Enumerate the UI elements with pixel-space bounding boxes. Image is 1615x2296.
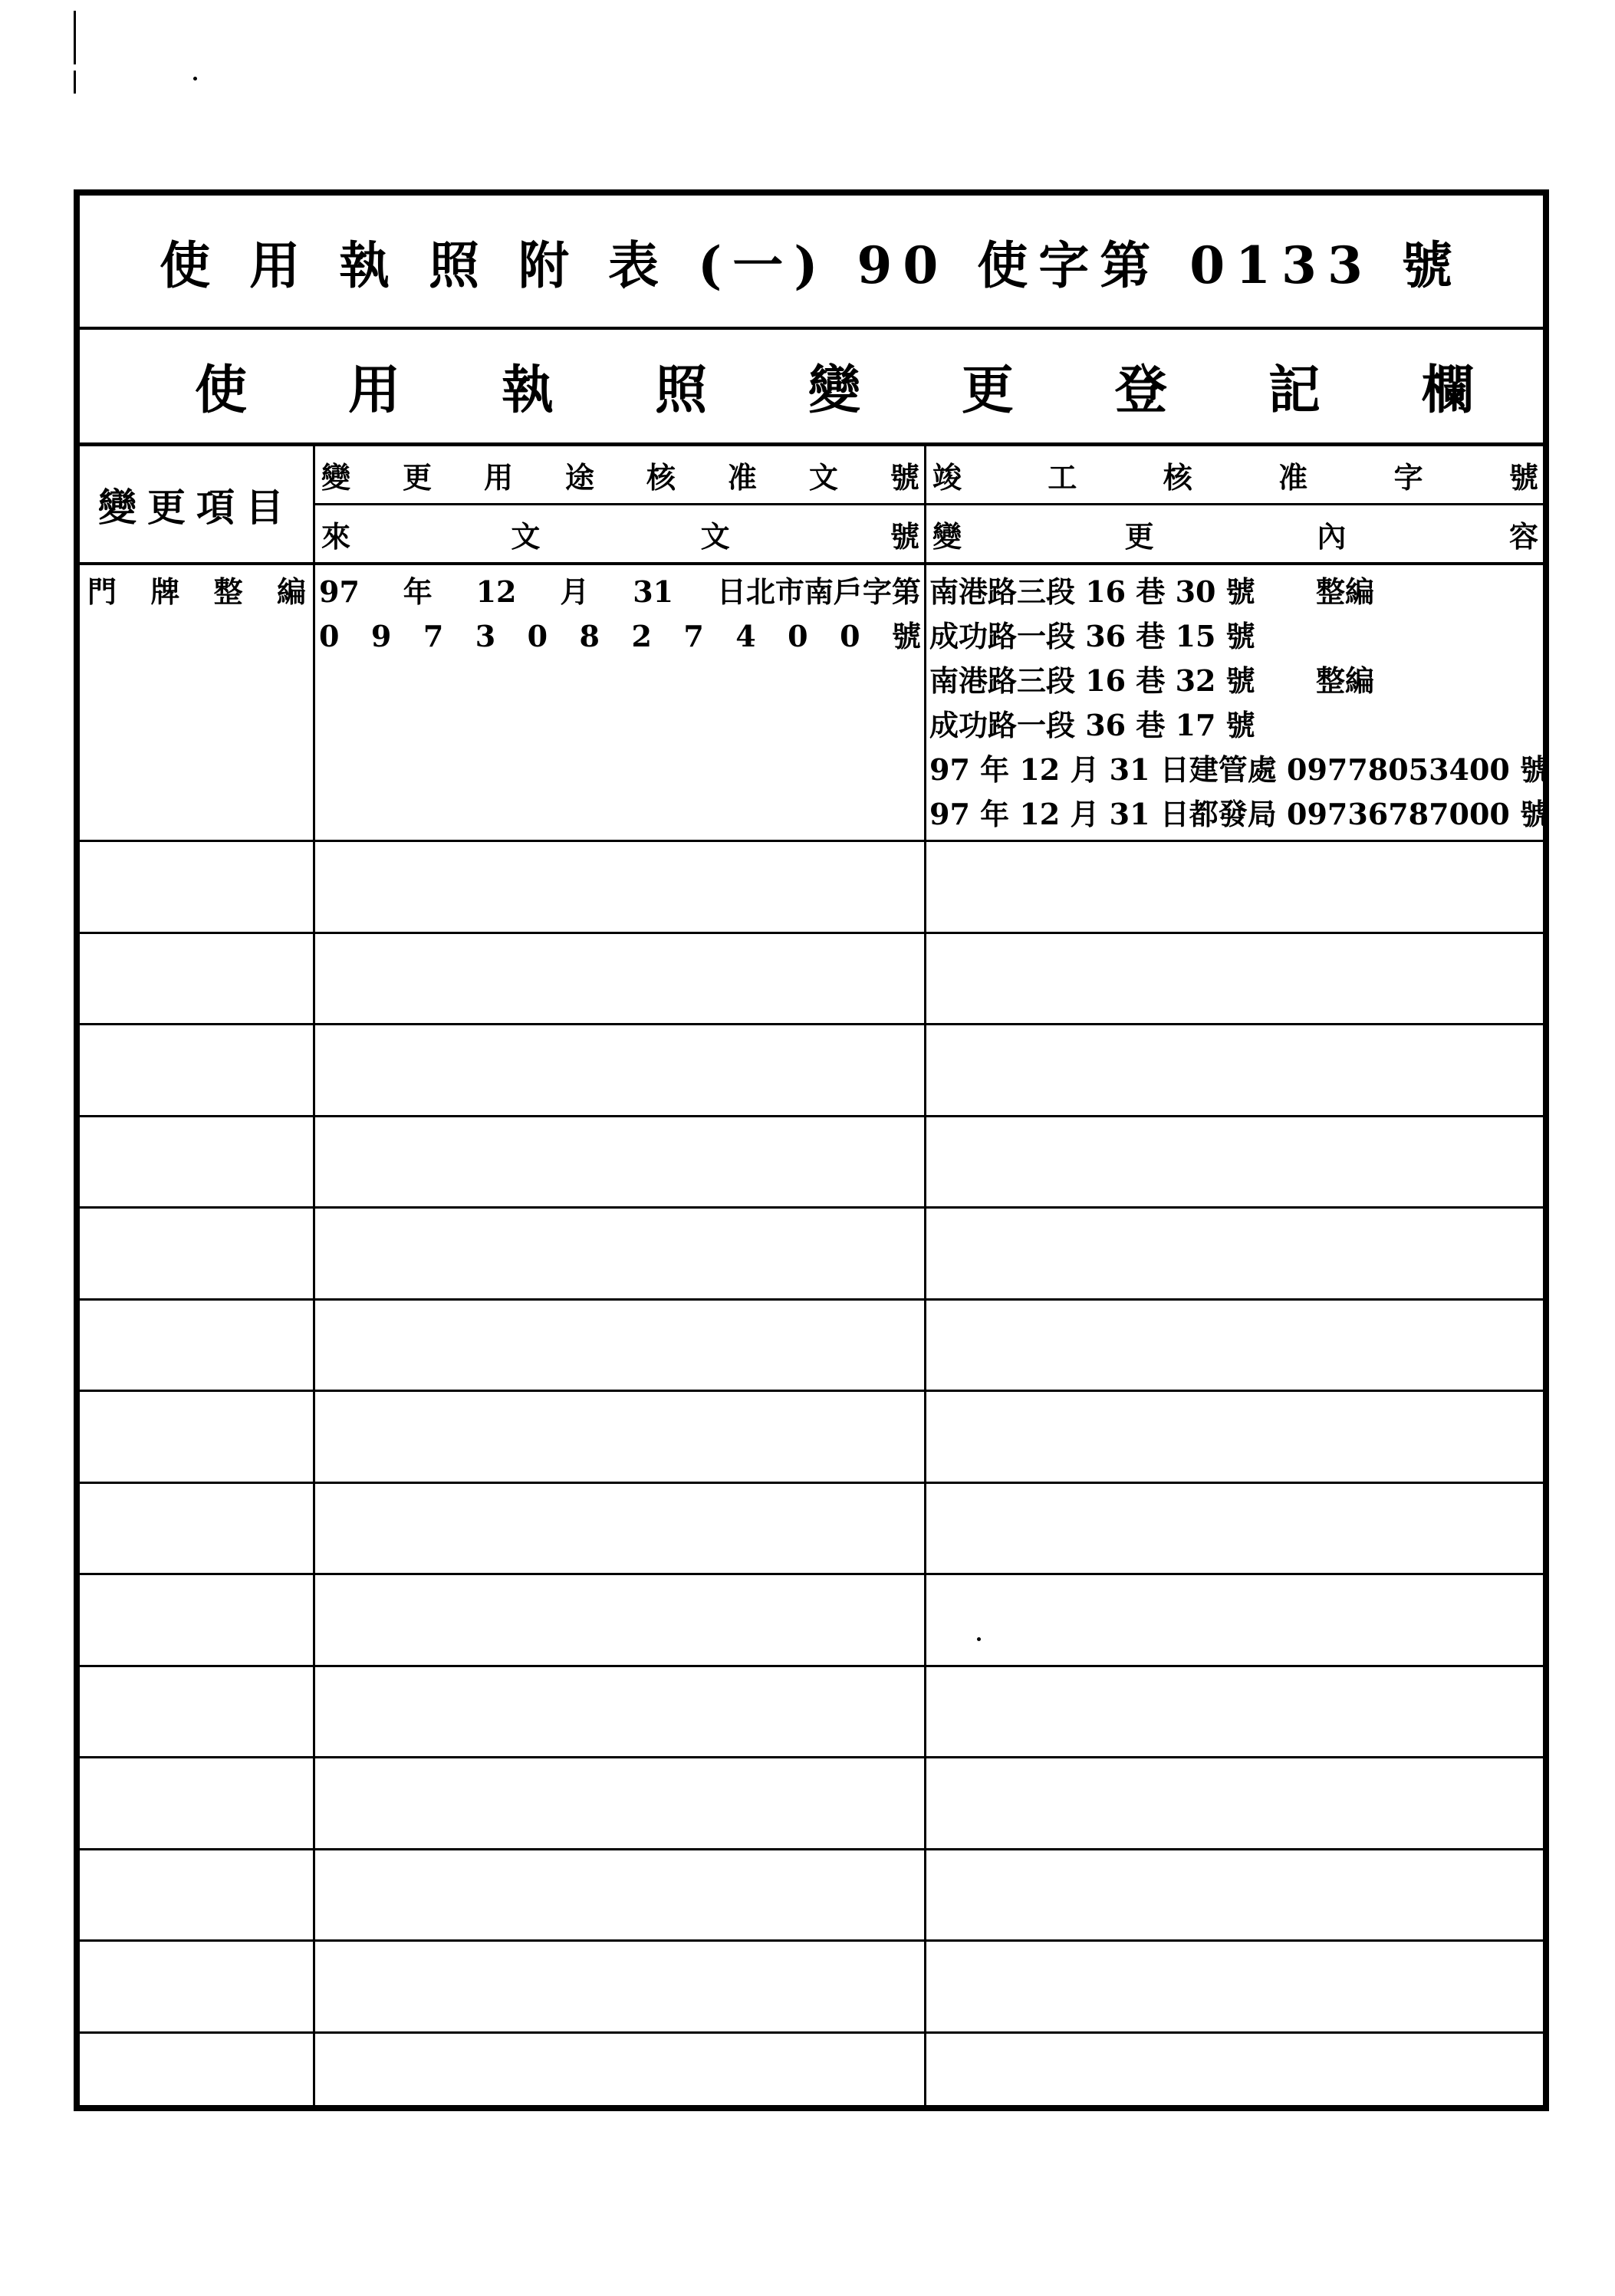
header-char: 用 bbox=[483, 459, 513, 495]
entry-doc-token: 0 bbox=[840, 619, 860, 653]
band-title-char: 執 bbox=[501, 360, 554, 421]
row-divider bbox=[80, 1023, 1543, 1025]
column-divider bbox=[924, 446, 926, 2105]
row-divider bbox=[80, 1756, 1543, 1758]
entry-doc-token: 97 bbox=[319, 574, 360, 609]
header-char: 號 bbox=[1508, 459, 1538, 495]
entry-item-char: 編 bbox=[276, 574, 306, 609]
section-band-title bbox=[195, 330, 1474, 442]
band-title-char: 照 bbox=[654, 360, 707, 421]
header-char: 途 bbox=[564, 459, 594, 495]
row-divider bbox=[80, 1848, 1543, 1850]
entry-doc-token: 0 bbox=[788, 619, 808, 653]
header-char: 字 bbox=[1393, 459, 1423, 495]
header-char: 變 bbox=[321, 459, 351, 495]
header-change-item bbox=[80, 446, 313, 565]
section-band bbox=[80, 330, 1543, 446]
entry-item-char: 門 bbox=[87, 574, 117, 609]
band-title-char: 欄 bbox=[1421, 360, 1474, 421]
entry-doc-number-line2 bbox=[319, 614, 921, 659]
entry-item-char: 牌 bbox=[150, 574, 180, 609]
scan-dot bbox=[977, 1637, 981, 1641]
header-char: 號 bbox=[890, 459, 919, 495]
row-divider bbox=[80, 1665, 1543, 1667]
band-title-char: 記 bbox=[1268, 360, 1321, 421]
entry-content-line: 南港路三段 16 巷 32 號 整編 bbox=[929, 663, 1375, 698]
entry-content-line: 97 年 12 月 31 日建管處 09778053400 號 bbox=[929, 752, 1550, 787]
header-char: 准 bbox=[1278, 459, 1308, 495]
entry-doc-token: 0 bbox=[319, 619, 340, 653]
header-char: 核 bbox=[1163, 459, 1192, 495]
entry-doc-token: 0 bbox=[527, 619, 548, 653]
entry-doc-number-line1 bbox=[319, 570, 921, 614]
header-char: 文 bbox=[511, 518, 541, 554]
header-char: 准 bbox=[727, 459, 757, 495]
header-char: 核 bbox=[646, 459, 676, 495]
entry-content-line: 成功路一段 36 巷 17 號 bbox=[929, 708, 1255, 742]
entry-doc-token: 號 bbox=[891, 619, 921, 653]
entry-content-line: 成功路一段 36 巷 15 號 bbox=[929, 619, 1255, 653]
row-divider bbox=[80, 1573, 1543, 1575]
header-approval-no bbox=[315, 446, 924, 505]
scan-mark bbox=[74, 11, 76, 64]
header-char: 號 bbox=[890, 518, 919, 554]
entry-doc-token: 31 bbox=[633, 574, 674, 609]
header-char: 工 bbox=[1048, 459, 1077, 495]
form-frame bbox=[74, 189, 1549, 2111]
entry-change-content bbox=[929, 570, 1550, 837]
entry-content-line: 97 年 12 月 31 日都發局 09736787000 號 bbox=[929, 797, 1550, 831]
form-title bbox=[80, 196, 1543, 330]
scan-dot bbox=[193, 77, 197, 81]
band-title-char: 使 bbox=[195, 360, 248, 421]
header-char: 變 bbox=[932, 518, 962, 554]
band-title-char: 登 bbox=[1114, 360, 1167, 421]
band-title-char: 變 bbox=[808, 360, 860, 421]
row-divider bbox=[80, 932, 1543, 934]
entry-doc-token: 7 bbox=[423, 619, 444, 653]
header-char: 容 bbox=[1508, 518, 1538, 554]
row-divider bbox=[80, 1206, 1543, 1209]
entry-doc-token: 3 bbox=[475, 619, 496, 653]
scan-mark bbox=[74, 71, 76, 94]
entry-doc-token: 9 bbox=[370, 619, 392, 653]
header-char: 竣 bbox=[932, 459, 962, 495]
column-divider bbox=[313, 446, 315, 2105]
header-char: 來 bbox=[321, 518, 351, 554]
header-char: 文 bbox=[808, 459, 838, 495]
entry-doc-token: 月 bbox=[560, 574, 590, 609]
header-char: 更 bbox=[1124, 518, 1154, 554]
entry-item-char: 整 bbox=[213, 574, 243, 609]
header-incoming-no bbox=[315, 505, 924, 565]
entry-doc-token: 日北市南戶字第 bbox=[716, 574, 921, 609]
row-divider bbox=[80, 1390, 1543, 1392]
row-divider bbox=[80, 1939, 1543, 1942]
entry-doc-token: 2 bbox=[631, 619, 652, 653]
header-char: 內 bbox=[1317, 518, 1347, 554]
band-title-char: 更 bbox=[961, 360, 1014, 421]
band-title-char: 用 bbox=[347, 360, 400, 421]
header-change-item-label: 變更項目 bbox=[98, 484, 294, 530]
entry-content-line: 南港路三段 16 巷 30 號 整編 bbox=[929, 574, 1375, 609]
form-title-text: 使 用 執 照 附 表 (一) 90 使字第 0133 號 bbox=[160, 235, 1463, 295]
header-char: 更 bbox=[402, 459, 432, 495]
header-change-content bbox=[926, 505, 1543, 565]
entry-doc-token: 7 bbox=[683, 619, 704, 653]
entry-doc-token: 12 bbox=[475, 574, 517, 609]
row-divider bbox=[80, 2031, 1543, 2034]
row-divider bbox=[80, 840, 1543, 842]
entry-change-item bbox=[87, 570, 306, 614]
row-divider bbox=[80, 1115, 1543, 1117]
header-char: 文 bbox=[700, 518, 730, 554]
header-completion-no bbox=[926, 446, 1543, 505]
entry-doc-token: 年 bbox=[403, 574, 433, 609]
row-divider bbox=[80, 1482, 1543, 1484]
entry-doc-token: 8 bbox=[579, 619, 600, 653]
row-divider bbox=[80, 1298, 1543, 1301]
entry-doc-token: 4 bbox=[735, 619, 756, 653]
